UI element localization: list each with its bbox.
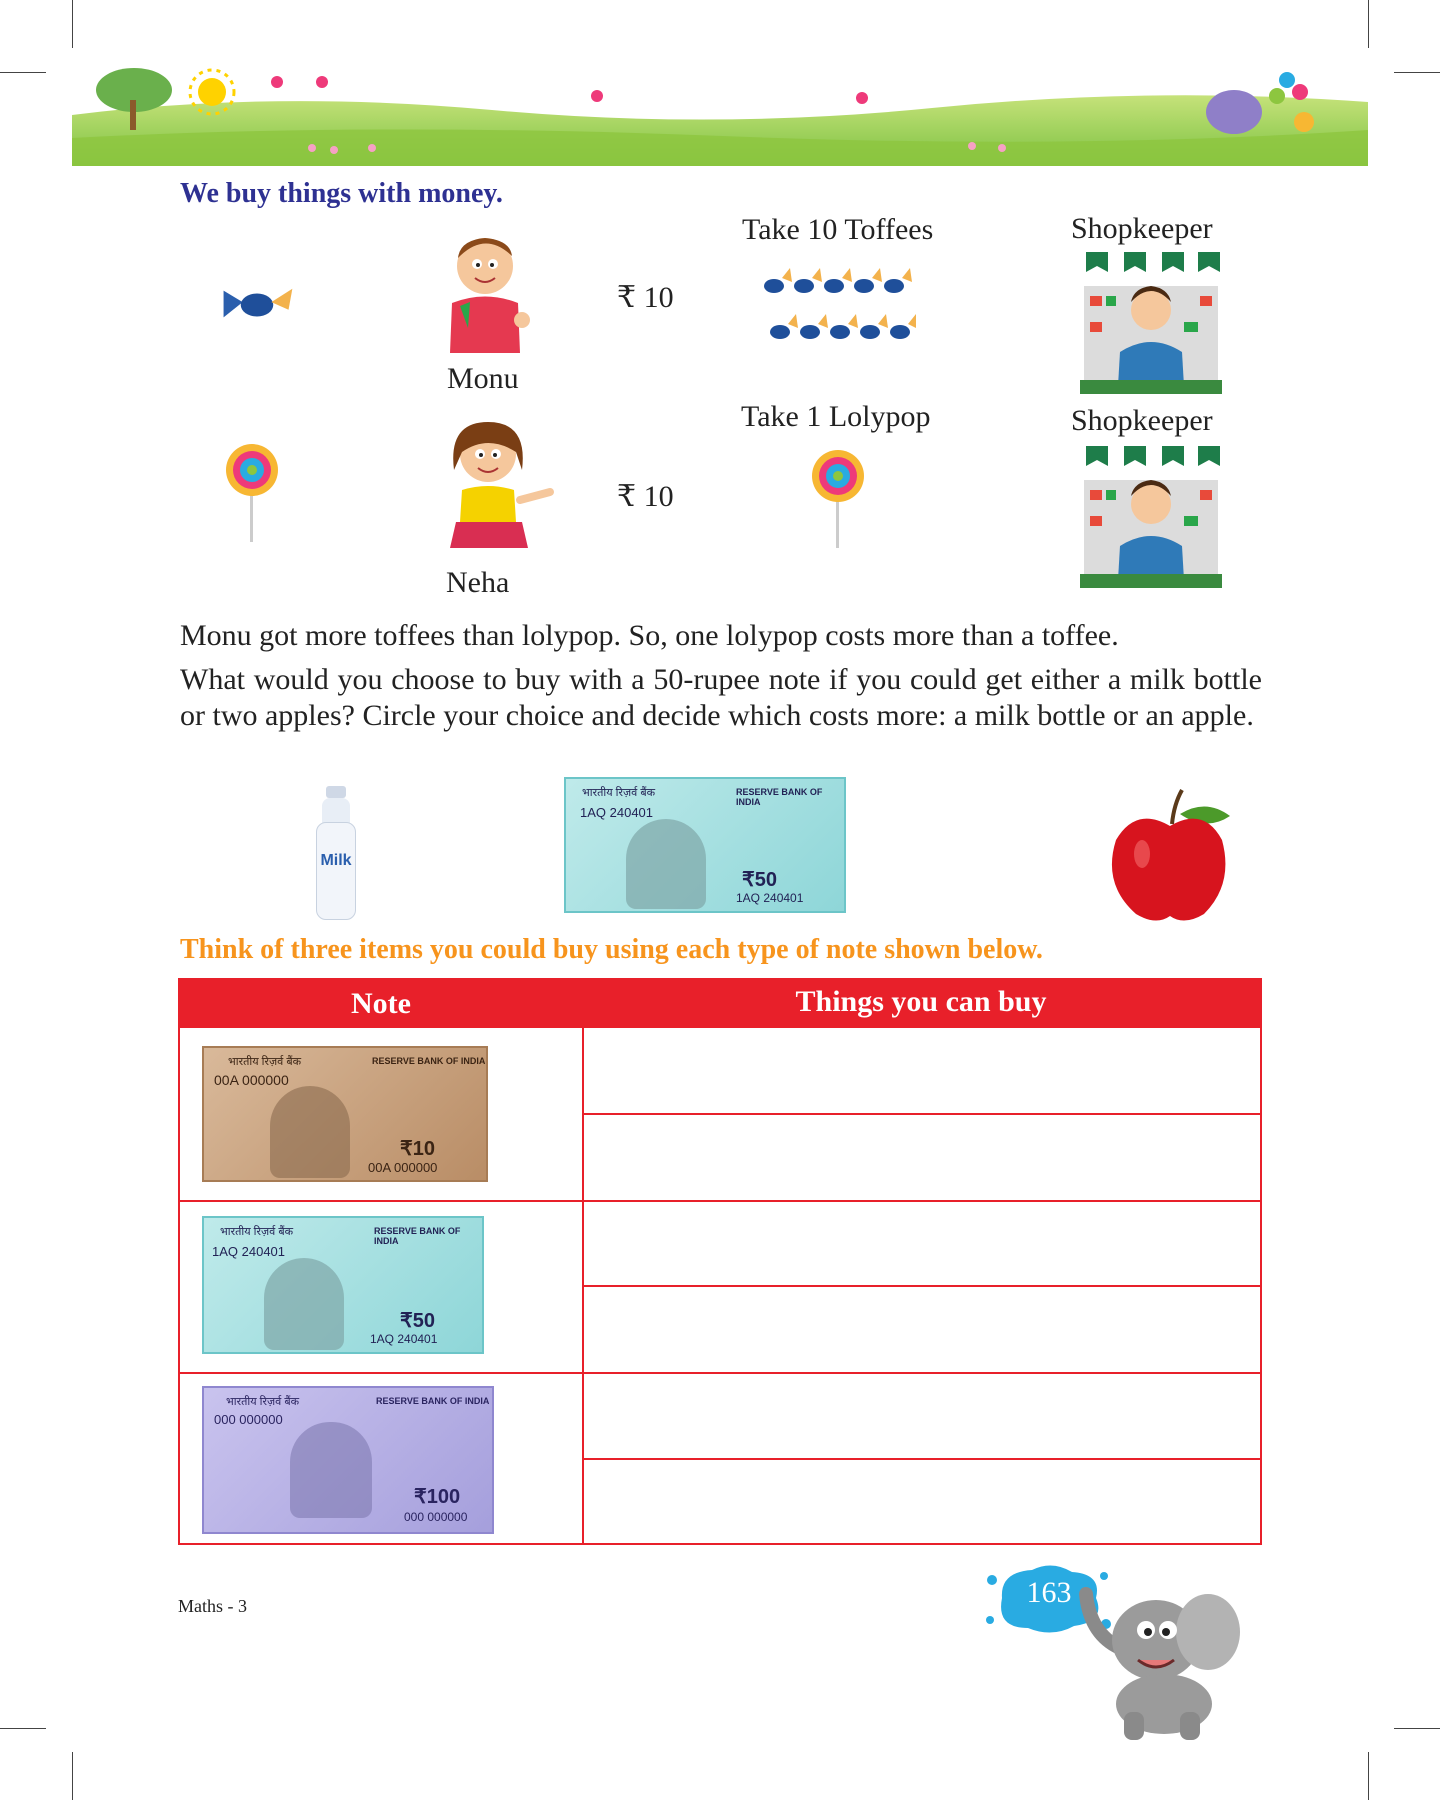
note-bank-hindi: भारतीय रिज़र्व बैंक bbox=[582, 787, 656, 799]
milk-label: Milk bbox=[320, 852, 352, 869]
note-serial: 1AQ 240401 bbox=[370, 1332, 438, 1346]
take-toffees-label: Take 10 Toffees bbox=[742, 213, 934, 246]
note-bank-english: RESERVE BANK OF INDIA bbox=[736, 787, 823, 807]
lollipop-icon bbox=[222, 440, 282, 544]
shopkeeper-label: Shopkeeper bbox=[1071, 212, 1213, 245]
answer-cell[interactable] bbox=[584, 1028, 1260, 1113]
note-value: ₹10 bbox=[400, 1138, 435, 1160]
column-header-note: Note bbox=[351, 987, 411, 1020]
price-label: ₹ 10 bbox=[617, 480, 674, 513]
fifty-rupee-note bbox=[202, 1216, 484, 1354]
crop-mark bbox=[1368, 1752, 1369, 1800]
crop-mark bbox=[1394, 1728, 1440, 1729]
crop-mark bbox=[72, 1752, 73, 1800]
gandhi-portrait bbox=[290, 1422, 372, 1518]
hundred-rupee-note bbox=[202, 1386, 494, 1534]
note-bank-english: RESERVE BANK OF INDIA bbox=[376, 1396, 490, 1406]
paragraph: What would you choose to buy with a 50-rupee note if you could get either a milk bottle or two apples? Circle your choice and decide which costs more: a milk bottle or an apple. bbox=[180, 663, 1262, 732]
note-bank-english: RESERVE BANK OF INDIA bbox=[372, 1056, 486, 1066]
boy-monu-illustration bbox=[430, 228, 550, 358]
note-bank-hindi: भारतीय रिज़र्व बैंक bbox=[226, 1396, 300, 1408]
lollipop-icon bbox=[808, 446, 868, 550]
note-bank-english: RESERVE BANK OF INDIA bbox=[374, 1226, 461, 1246]
ten-rupee-note bbox=[202, 1046, 488, 1182]
crop-mark bbox=[0, 72, 46, 73]
ten-toffees-illustration bbox=[758, 258, 918, 358]
note-serial: 000 000000 bbox=[404, 1510, 468, 1524]
gandhi-portrait bbox=[264, 1258, 344, 1350]
note-serial: 00A 000000 bbox=[214, 1072, 289, 1088]
price-label: ₹ 10 bbox=[617, 281, 674, 314]
crop-mark bbox=[72, 0, 73, 48]
note-serial: 000 000000 bbox=[214, 1412, 283, 1427]
shopkeeper-illustration bbox=[1080, 252, 1222, 394]
note-serial: 1AQ 240401 bbox=[736, 891, 804, 905]
note-value: ₹100 bbox=[414, 1486, 461, 1508]
take-lolypop-label: Take 1 Lolypop bbox=[741, 400, 931, 433]
neha-label: Neha bbox=[446, 566, 510, 599]
answer-cell[interactable] bbox=[584, 1374, 1260, 1458]
answer-cell[interactable] bbox=[584, 1202, 1260, 1285]
fifty-rupee-note bbox=[564, 777, 846, 913]
girl-neha-illustration bbox=[432, 412, 562, 552]
notes-table bbox=[178, 978, 1262, 1545]
monu-label: Monu bbox=[447, 362, 519, 395]
shopkeeper-label: Shopkeeper bbox=[1071, 404, 1213, 437]
note-value: ₹50 bbox=[742, 869, 777, 891]
answer-cell[interactable] bbox=[584, 1115, 1260, 1200]
table-header bbox=[180, 980, 1260, 1028]
section-heading: Think of three items you could buy using each type of note shown below. bbox=[180, 934, 1043, 965]
shopkeeper-illustration bbox=[1080, 446, 1222, 588]
page-number: 163 bbox=[1026, 1576, 1072, 1609]
answer-cell[interactable] bbox=[584, 1287, 1260, 1372]
note-serial: 1AQ 240401 bbox=[212, 1244, 286, 1259]
footer-subject: Maths - 3 bbox=[178, 1596, 247, 1616]
apple-illustration bbox=[1106, 784, 1236, 924]
note-bank-hindi: भारतीय रिज़र्व बैंक bbox=[228, 1056, 302, 1068]
flower-icon bbox=[271, 76, 868, 104]
crop-mark bbox=[1394, 72, 1440, 73]
note-bank-hindi: भारतीय रिज़र्व बैंक bbox=[220, 1226, 294, 1238]
column-header-things: Things you can buy bbox=[795, 985, 1047, 1018]
crop-mark bbox=[0, 1728, 46, 1729]
note-value: ₹50 bbox=[400, 1310, 435, 1332]
milk-bottle-illustration bbox=[316, 786, 356, 920]
elephant-illustration bbox=[1076, 1574, 1256, 1744]
section-heading: We buy things with money. bbox=[180, 178, 503, 209]
paragraph: Monu got more toffees than lolypop. So, one lolypop costs more than a toffee. bbox=[180, 619, 1119, 652]
gandhi-portrait bbox=[270, 1086, 350, 1178]
meadow-banner bbox=[72, 60, 1368, 166]
crop-mark bbox=[1368, 0, 1369, 48]
note-serial: 1AQ 240401 bbox=[580, 805, 654, 820]
toffee-icon bbox=[214, 280, 300, 330]
note-serial: 00A 000000 bbox=[368, 1160, 438, 1175]
answer-cell[interactable] bbox=[584, 1460, 1260, 1545]
gandhi-portrait bbox=[626, 819, 706, 909]
